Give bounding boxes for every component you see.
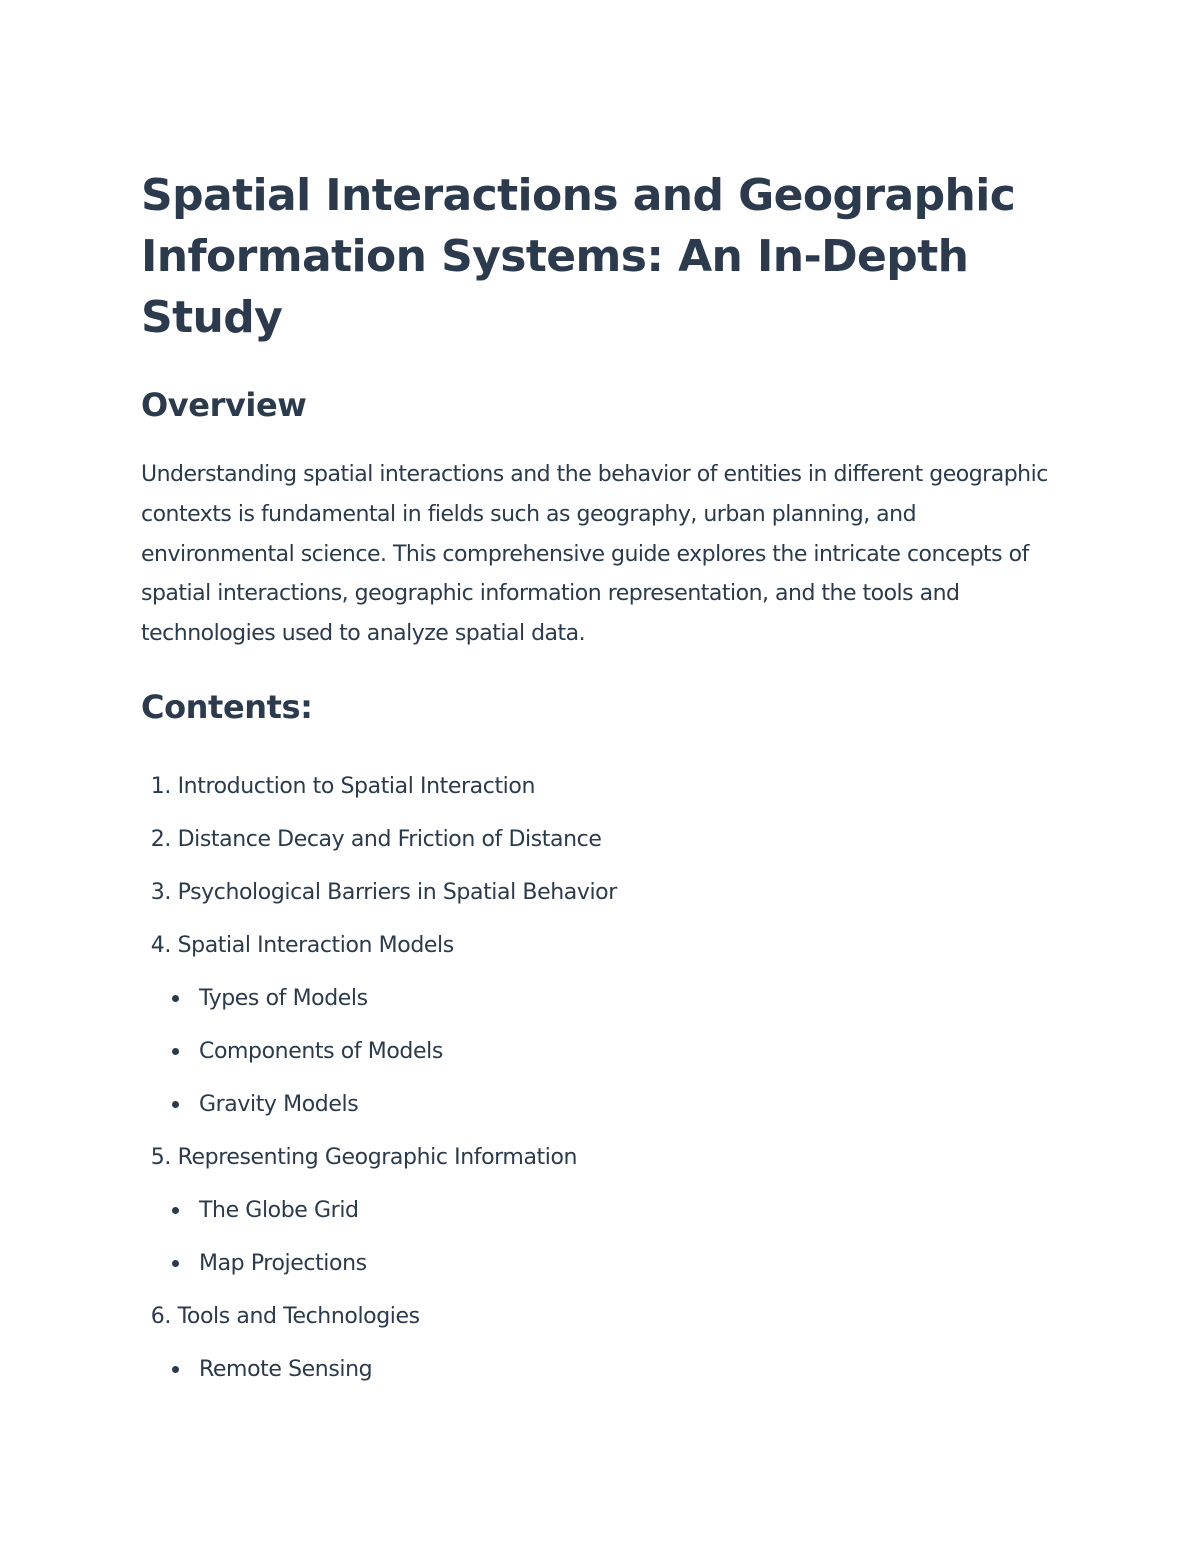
bullet-icon bbox=[172, 995, 179, 1002]
toc-subitem bbox=[141, 1025, 1061, 1078]
overview-paragraph: Understanding spatial interactions and the behavior of entities in different geographic contexts is fundamental in fields such as geography, urban planning, and environmental science. This comprehensive guide explores the intricate concepts of spatial interactions, geographic information representation, and the tools and technologies used to analyze spatial data. bbox=[141, 462, 1048, 647]
toc-item-number: 5. bbox=[150, 1144, 171, 1170]
toc-subitem bbox=[141, 972, 1061, 1025]
toc-subitem-label: Map Projections bbox=[199, 1250, 367, 1276]
toc-subitem-label: Types of Models bbox=[199, 985, 368, 1011]
bullet-icon bbox=[172, 1101, 179, 1108]
contents-heading: Contents: bbox=[141, 687, 313, 726]
toc-item-label: Distance Decay and Friction of Distance bbox=[177, 826, 602, 852]
toc-item-number: 1. bbox=[150, 773, 171, 799]
toc-item-label: Representing Geographic Information bbox=[177, 1144, 578, 1170]
toc-item bbox=[141, 866, 1061, 919]
toc-item-number: 4. bbox=[150, 932, 171, 958]
bullet-icon bbox=[172, 1260, 179, 1267]
toc-item-label: Psychological Barriers in Spatial Behavior bbox=[177, 879, 617, 905]
toc-item-label: Tools and Technologies bbox=[177, 1303, 420, 1329]
toc-item-number: 2. bbox=[150, 826, 171, 852]
toc-subitem-label: Components of Models bbox=[199, 1038, 443, 1064]
bullet-icon bbox=[172, 1366, 179, 1373]
toc-subitem-label: Remote Sensing bbox=[199, 1356, 373, 1382]
document-page bbox=[141, 165, 1061, 1396]
toc-item-label: Spatial Interaction Models bbox=[177, 932, 454, 958]
toc-subitem bbox=[141, 1184, 1061, 1237]
overview-heading: Overview bbox=[141, 386, 307, 424]
toc-item-label: Introduction to Spatial Interaction bbox=[177, 773, 535, 799]
document-title: Spatial Interactions and Geographic Information Systems: An In-Depth Study bbox=[141, 170, 1016, 343]
table-of-contents bbox=[141, 760, 1061, 1396]
toc-subitem-label: The Globe Grid bbox=[199, 1197, 359, 1223]
toc-subitem bbox=[141, 1343, 1061, 1396]
toc-item bbox=[141, 919, 1061, 972]
toc-item bbox=[141, 760, 1061, 813]
toc-subitem bbox=[141, 1078, 1061, 1131]
toc-item bbox=[141, 1290, 1061, 1343]
toc-item-number: 3. bbox=[150, 879, 171, 905]
toc-subitem bbox=[141, 1237, 1061, 1290]
toc-item-number: 6. bbox=[150, 1303, 171, 1329]
bullet-icon bbox=[172, 1207, 179, 1214]
bullet-icon bbox=[172, 1048, 179, 1055]
toc-subitem-label: Gravity Models bbox=[199, 1091, 359, 1117]
toc-item bbox=[141, 1131, 1061, 1184]
toc-item bbox=[141, 813, 1061, 866]
